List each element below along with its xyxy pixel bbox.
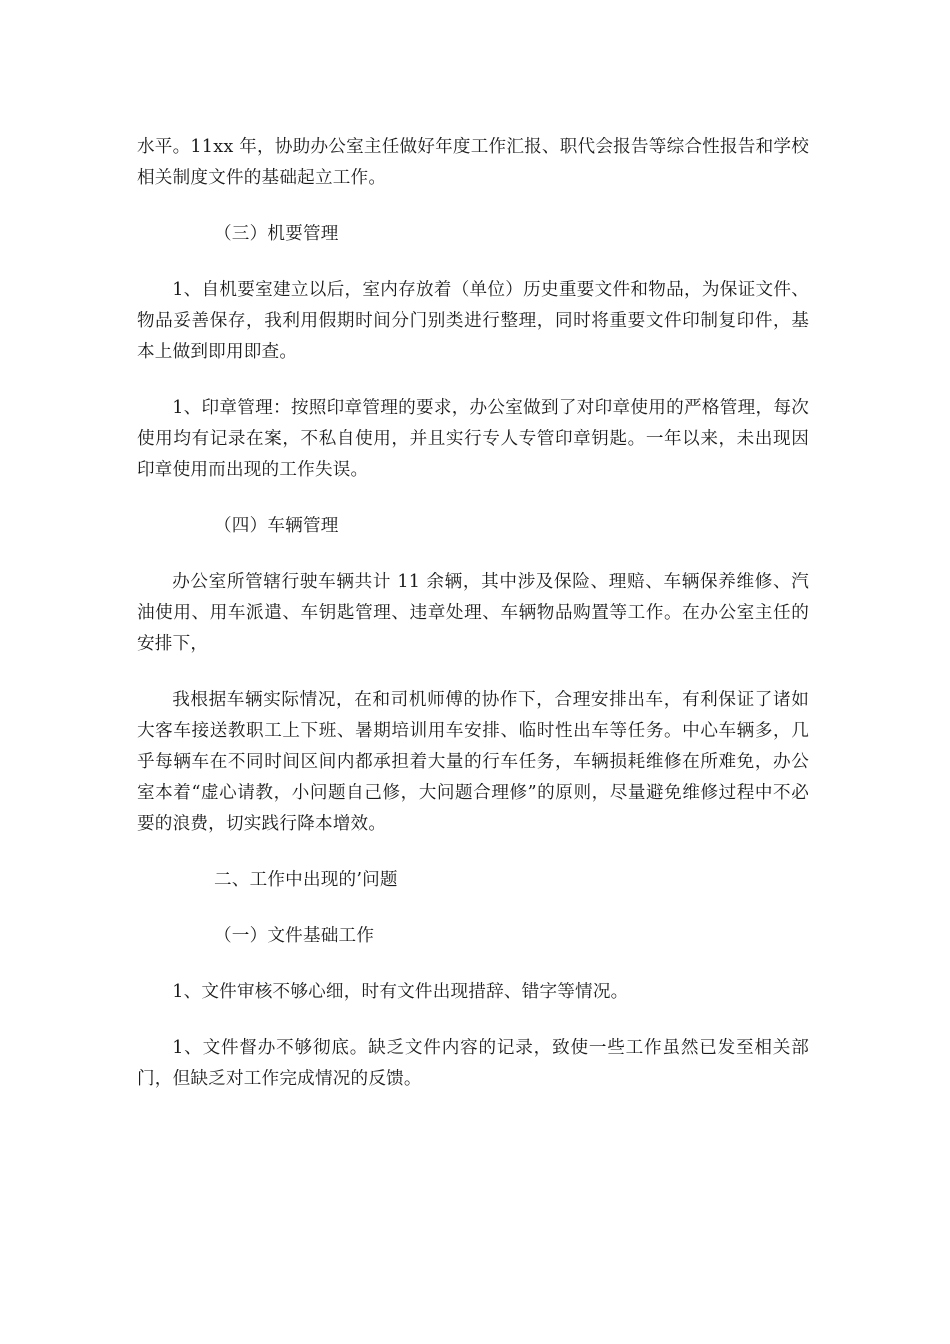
paragraph-continuation: 水平。11xx 年，协助办公室主任做好年度工作汇报、职代会报告等综合性报告和学校相关制度文件的基础起立工作。: [137, 137, 809, 188]
section-heading-problems: 二、工作中出现的’问题: [214, 870, 398, 890]
paragraph-review-issue: 1、文件审核不够心细，时有文件出现措辞、错字等情况。: [172, 982, 629, 1002]
paragraph-supervision-issue: 1、文件督办不够彻底。缺乏文件内容的记录，致使一些工作虽然已发至相关部门，但缺乏对工作完成情况的反馈。: [137, 1038, 809, 1089]
paragraph-vehicle-overview: 办公室所管辖行驶车辆共计 11 余辆，其中涉及保险、理赔、车辆保养维修、汽油使用、用车派遣、车钥匙管理、违章处理、车辆物品购置等工作。在办公室主任的安排下，: [137, 572, 809, 654]
section-heading-document-work: （一）文件基础工作: [214, 926, 375, 946]
paragraph-vehicle-dispatch: 我根据车辆实际情况，在和司机师傅的协作下，合理安排出车，有利保证了诸如大客车接送教职工上下班、暑期培训用车安排、临时性出车等任务。中心车辆多，几乎每辆车在不同时间区间内都承担着大量的行车任务，车辆损耗维修在所难免，办公室本着“虚心请教，小问题自己修，大问题合理修”的原则，尽量避免维修过程中不必要的浪费，切实践行降本增效。: [137, 690, 809, 834]
section-heading-confidential-management: （三）机要管理: [214, 224, 339, 244]
paragraph-archive-room: 1、自机要室建立以后，室内存放着（单位）历史重要文件和物品，为保证文件、物品妥善保存，我利用假期时间分门别类进行整理，同时将重要文件印制复印件，基本上做到即用即查。: [137, 280, 809, 362]
section-heading-vehicle-management: （四）车辆管理: [214, 516, 339, 536]
document-body: [137, 132, 809, 1120]
paragraph-seal-management: 1、印章管理：按照印章管理的要求，办公室做到了对印章使用的严格管理，每次使用均有记录在案，不私自使用，并且实行专人专管印章钥匙。一年以来，未出现因印章使用而出现的工作失误。: [137, 398, 809, 480]
